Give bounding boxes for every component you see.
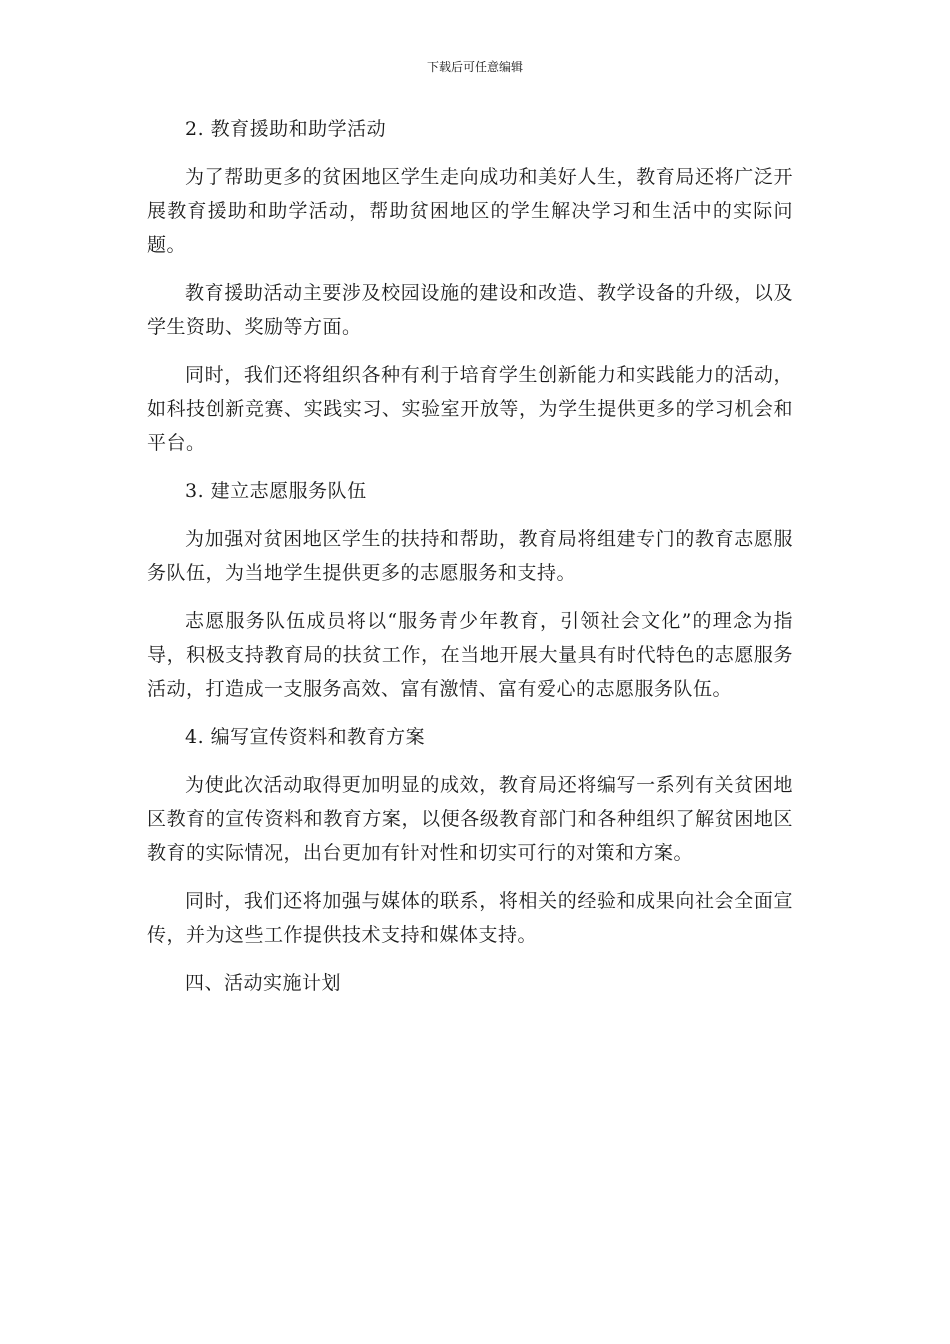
paragraph: 同时，我们还将组织各种有利于培育学生创新能力和实践能力的活动，如科技创新竞赛、实践实习、实验室开放等，为学生提供更多的学习机会和平台。 <box>147 364 793 454</box>
section-heading-3: 3. 建立志愿服务队伍 <box>185 480 367 502</box>
header-note: 下载后可任意编辑 <box>426 60 523 74</box>
paragraph: 教育援助活动主要涉及校园设施的建设和改造、教学设备的升级，以及学生资助、奖励等方面。 <box>147 282 793 338</box>
paragraph: 志愿服务队伍成员将以“服务青少年教育，引领社会文化”的理念为指导，积极支持教育局的扶贫工作，在当地开展大量具有时代特色的志愿服务活动，打造成一支服务高效、富有激情、富有爱心的志愿服务队伍。 <box>147 610 793 700</box>
paragraph: 为加强对贫困地区学生的扶持和帮助，教育局将组建专门的教育志愿服务队伍，为当地学生提供更多的志愿服务和支持。 <box>147 528 793 584</box>
paragraph: 为了帮助更多的贫困地区学生走向成功和美好人生，教育局还将广泛开展教育援助和助学活动，帮助贫困地区的学生解决学习和生活中的实际问题。 <box>147 166 793 256</box>
section-heading-2: 2. 教育援助和助学活动 <box>185 118 387 140</box>
section-heading-implementation-plan: 四、活动实施计划 <box>185 972 342 994</box>
paragraph: 为使此次活动取得更加明显的成效，教育局还将编写一系列有关贫困地区教育的宣传资料和教育方案，以便各级教育部门和各种组织了解贫困地区教育的实际情况，出台更加有针对性和切实可行的对策和方案。 <box>147 774 793 864</box>
document-body <box>147 112 793 1014</box>
section-heading-4: 4. 编写宣传资料和教育方案 <box>185 726 426 748</box>
paragraph: 同时，我们还将加强与媒体的联系，将相关的经验和成果向社会全面宣传，并为这些工作提供技术支持和媒体支持。 <box>147 890 793 946</box>
